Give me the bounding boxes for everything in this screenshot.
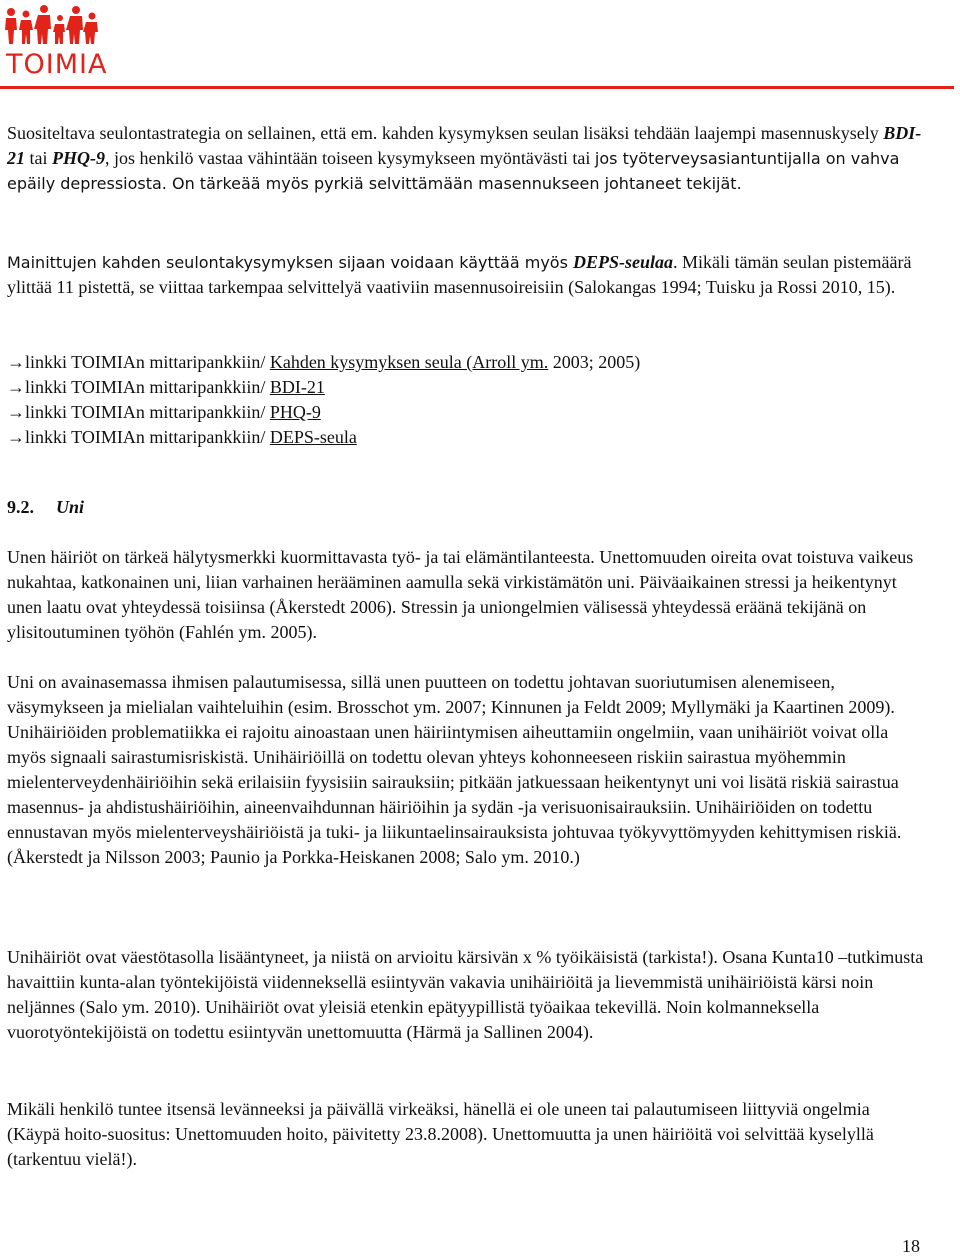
section-title: Uni <box>56 497 85 517</box>
link-bdi-21[interactable]: BDI-21 <box>269 377 325 397</box>
paragraph-prevalence: Unihäiriöt ovat väestötasolla lisääntyneet, ja niistä on arvioitu kärsivän x % työikäisistä (tarkista!). Osana Kunta10 –tutkimusta havaittiin kunta-alan työntekijöistä viidenneksellä esiintyvän vakavia unihäiriöitä ja lievemmistä unihäiriöistä kärsi noin neljännes (Salo ym. 2010). Unihäiriöt ovat yleisiä etenkin epätyypillistä työaikaa tekevillä. Noin kolmanneksella vuorotyöntekijöistä on todettu esiintyvän unettomuutta (Härmä ja Sallinen 2004). <box>7 947 924 1042</box>
section-heading <box>7 495 927 520</box>
section-number: 9.2. <box>7 497 34 517</box>
text-run: . Mikäli tämän seulan pistemäärä ylittää 11 pistettä, se viittaa tarkempaa selvittelyä vaativiin masennusoireisiin (Salokangas 1994; Tuisku ja Rossi 2010, 15). <box>7 252 912 297</box>
link-kahden-kysymyksen-seula[interactable]: Kahden kysymyksen seula (Arroll ym. <box>269 352 549 372</box>
link-prefix: linkki TOIMIAn mittaripankkiin/ <box>25 352 270 372</box>
paragraph-sleep-disorders: Unen häiriöt on tärkeä hälytysmerkki kuormittavasta työ- ja tai elämäntilanteesta. Unettomuuden oireita ovat toistuva vaikeus nukahtaa, katkonainen uni, liian varhainen herääminen aamulla sekä virkistämätön uni. Päiväaikainen stressi ja heikentynyt unen laatu ovat yhteydessä toisiinsa (Åkerstedt 2006). Stressin ja uniongelmien välisessä yhteydessä eräänä tekijänä on ylisitoutuminen työhön (Fahlén ym. 2005). <box>7 547 914 642</box>
arrow-right-icon: → <box>7 377 25 397</box>
text-run: tai <box>25 148 52 168</box>
paragraph-sleep-recovery: Uni on avainasemassa ihmisen palautumisessa, sillä unen puutteen on todettu johtavan suoriutumisen alenemiseen, väsymykseen ja mielialan vaihteluihin (esim. Brosschot ym. 2007; Kinnunen ja Feldt 2009; Myllymäki ja Kaartinen 2009). Unihäiriöiden problematiikka ei rajoitu ainoastaan unen häiriintymisen aiheuttamiin ongelmiin, vaan unihäiriöt voivat olla myös signaali sairastumisriskistä. Unihäiriöillä on todettu olevan yhteys kohonneeseen riskiin sairastua myöhemmin mielenterveydenhäiriöihin sekä erilaisiin fyysisiin sairauksiin; pitkään jatkuessaan heikentynyt uni voi lisätä riskiä sairastua masennus- ja ahdistushäiriöihin, aineenvaihdunnan häiriöihin ja sydän -ja verisuonisairauksiin. Unihäiriöiden on todettu ennustavan myös mielenterveyshäiriöistä ja tuki- ja liikuntaelinsairauksista johtuvaa työkyvyttömyyden kehittymisen riskiä. (Åkerstedt ja Nilsson 2003; Paunio ja Porkka-Heiskanen 2008; Salo ym. 2010.) <box>7 672 902 867</box>
paragraph-screening-strategy <box>7 121 927 196</box>
logo-text: TOIMIA <box>6 49 108 80</box>
toimia-logo <box>4 4 108 80</box>
paragraph-deps <box>7 250 927 300</box>
arrow-right-icon: → <box>7 352 25 372</box>
link-prefix: linkki TOIMIAn mittaripankkiin/ <box>25 377 270 397</box>
link-phq-9[interactable]: PHQ-9 <box>269 402 321 422</box>
paragraph-assessment: Mikäli henkilö tuntee itsensä levänneeksi ja päivällä virkeäksi, hänellä ei ole uneen tai palautumiseen liittyviä ongelmia (Käypä hoito-suositus: Unettomuuden hoito, päivitetty 23.8.2008). Unettomuutta ja unen häiriöitä voi selvittää kyselyllä (tarkentuu vielä!). <box>7 1099 874 1169</box>
text-run-sans: jos työterveysasiantuntijalla on vahva epäily depressiosta. On tärkeää myös pyrkiä selvittämään masennukseen johtaneet tekijät. <box>7 149 900 193</box>
page-number: 18 <box>902 1236 920 1256</box>
link-prefix: linkki TOIMIAn mittaripankkiin/ <box>25 402 270 422</box>
link-list <box>7 350 927 450</box>
header-rule <box>0 86 954 89</box>
bdi-term: BDI-21 <box>7 123 922 168</box>
arrow-right-icon: → <box>7 427 25 447</box>
link-suffix: 2003; 2005) <box>548 352 641 372</box>
link-item[interactable] <box>7 375 927 400</box>
arrow-right-icon: → <box>7 402 25 422</box>
link-deps-seula[interactable]: DEPS-seula <box>269 427 357 447</box>
text-run: , jos henkilö vastaa vähintään toiseen kysymykseen myöntävästi tai <box>105 148 595 168</box>
link-item[interactable] <box>7 425 927 450</box>
link-item[interactable] <box>7 400 927 425</box>
link-prefix: linkki TOIMIAn mittaripankkiin/ <box>25 427 270 447</box>
phq-term: PHQ-9 <box>52 148 105 168</box>
people-figures-icon <box>4 4 100 46</box>
text-run: Suositeltava seulontastrategia on sellainen, että em. kahden kysymyksen seulan lisäksi tehdään laajempi masennuskysely <box>7 123 884 143</box>
deps-term: DEPS-seulaa <box>573 252 674 272</box>
text-run-sans: Mainittujen kahden seulontakysymyksen sijaan voidaan käyttää myös <box>7 253 573 272</box>
link-item[interactable] <box>7 350 927 375</box>
